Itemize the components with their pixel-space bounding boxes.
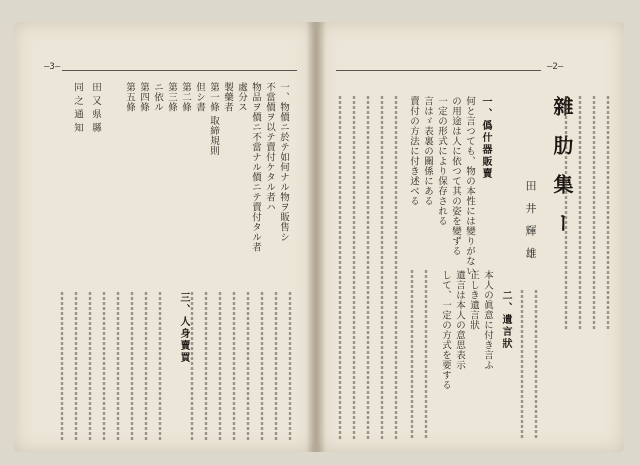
left-page-number: —3— [44, 62, 61, 72]
right-text-column: 何と言つても、物の本性には變りがない [464, 96, 475, 276]
right-text-column: 言はゞ表裏の關係にある [422, 96, 433, 206]
article-title: 雜 肋 集 ー [550, 96, 574, 239]
right-page-number: —2— [547, 62, 564, 72]
left-text-column: 物品ヲ價ニ不當ナル價ニテ賣付タル者 [250, 82, 261, 252]
left-text-column: 同 之 通 知 [72, 82, 83, 133]
right-text-column: の用途は人に依つて其の姿を變ずる [450, 96, 461, 256]
left-text-column: 第五條 [124, 82, 135, 112]
left-text-column: 田 又 県 縣 [90, 82, 101, 133]
left-text-column: 處分ス [236, 82, 247, 112]
right-text-column: 遺言は本人の意思表示 [454, 270, 465, 370]
left-text-column: 第四條 [138, 82, 149, 112]
left-text-column: 第一條 取締規則 [208, 82, 219, 156]
section-heading-3: 三、人身賣買 [178, 292, 189, 364]
left-text-column: 第二條 [180, 82, 191, 112]
right-text-column: 賣付の方法に付き述べる [408, 96, 419, 206]
left-text-column: 第三條 [166, 82, 177, 112]
left-text-column: 不當價ヲ以テ賣付ケタル者ハ [264, 82, 275, 212]
section-heading-2: 二、遺言狀 [500, 290, 511, 350]
right-text-column: 一定の形式により保存される [436, 96, 447, 226]
left-text-column: ニ依ル [152, 82, 163, 112]
left-text-column: 製藥者 [222, 82, 233, 112]
right-text-column: 本人の眞意に付き言ふ [482, 270, 493, 370]
section-heading-1: 一、僞什器販賣 [480, 96, 491, 180]
left-text-column: 但シ書 [194, 82, 205, 112]
left-text-column: 一、物價ニ於テ如何ナル物ヲ販售シ [278, 82, 289, 242]
right-text-column: 正しき遺言狀 [468, 270, 479, 330]
right-text-column: して、一定の方式を要する [440, 270, 451, 390]
article-author: 田 井 輝 雄 [524, 180, 537, 263]
